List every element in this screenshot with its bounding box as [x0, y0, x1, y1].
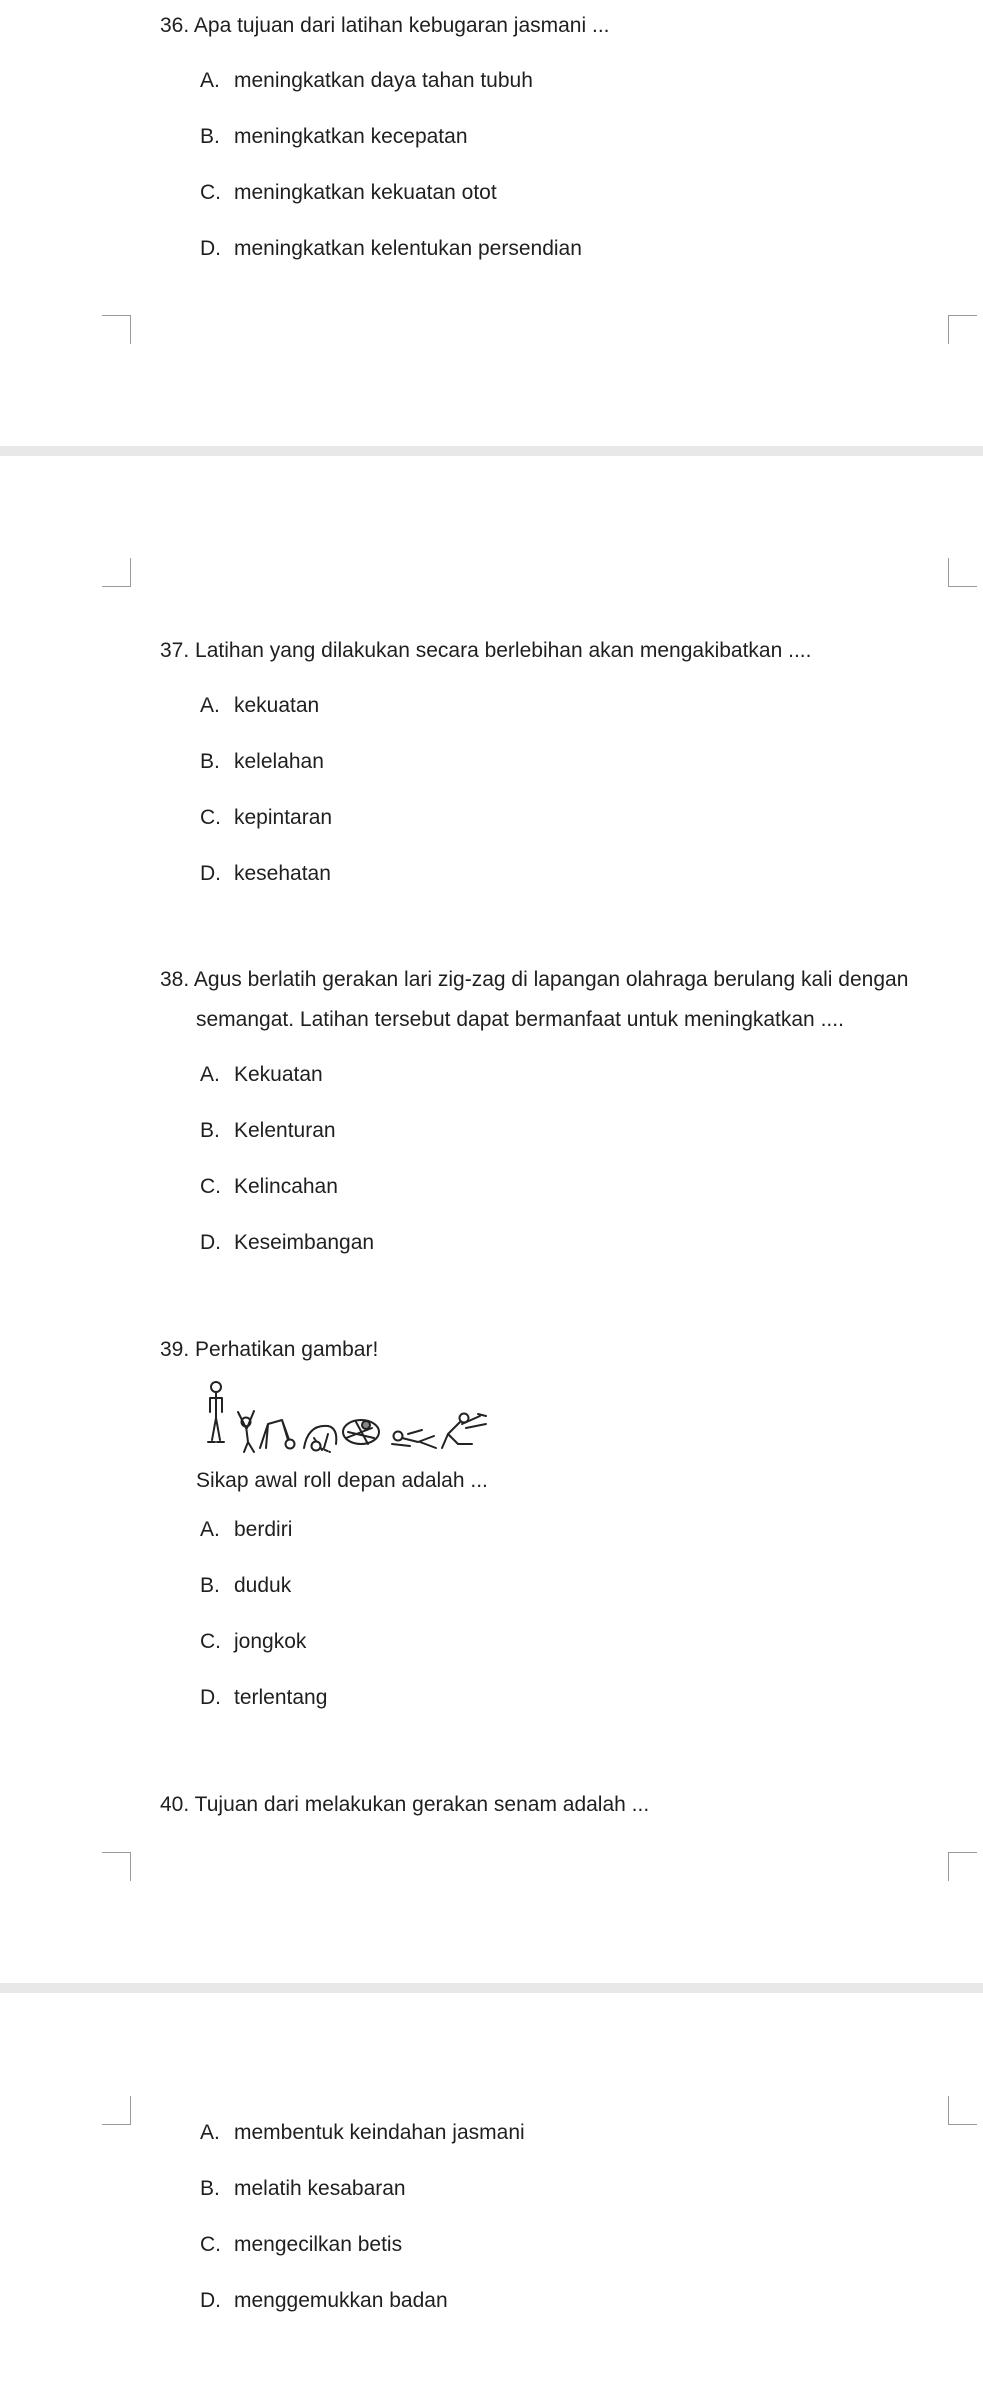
figure-standing-icon — [208, 1382, 224, 1442]
option-39-a: A. berdiri — [200, 1518, 293, 1541]
question-36 — [160, 12, 610, 40]
page-corner-mark — [948, 2096, 977, 2125]
page-corner-mark — [102, 315, 131, 344]
page-corner-mark — [948, 1852, 977, 1881]
question-number: 36. — [160, 14, 190, 37]
figure-caption: Sikap awal roll depan adalah ... — [196, 1469, 488, 1492]
question-text: Apa tujuan dari latihan kebugaran jasmani ... — [193, 14, 610, 37]
option-38-d: D. Keseimbangan — [200, 1231, 375, 1254]
page-break — [0, 446, 983, 456]
question-40 — [160, 1791, 649, 1819]
option-36-d: D. meningkatkan kelentukan persendian — [200, 237, 582, 260]
option-39-d: D. terlentang — [200, 1686, 328, 1709]
question-39 — [160, 1336, 378, 1364]
question-number: 40. — [160, 1793, 190, 1816]
page-corner-mark — [948, 315, 977, 344]
page-corner-mark — [102, 558, 131, 587]
option-39-b: B. duduk — [200, 1574, 292, 1597]
question-38-line-2: semangat. Latihan tersebut dapat bermanfaat untuk meningkatkan .... — [196, 1008, 844, 1031]
option-37-a: A. kekuatan — [200, 694, 320, 717]
option-40-b: B. melatih kesabaran — [200, 2177, 406, 2200]
option-37-c: C. kepintaran — [200, 806, 333, 829]
page-corner-mark — [102, 1852, 131, 1881]
question-text-line-1: Agus berlatih gerakan lari zig-zag di lapangan olahraga berulang kali dengan — [193, 968, 909, 991]
option-40-c: C. mengecilkan betis — [200, 2233, 403, 2256]
option-36-c: C. meningkatkan kekuatan otot — [200, 181, 497, 204]
question-number: 39. — [160, 1338, 190, 1361]
figure-tuck-icon — [304, 1426, 336, 1452]
question-number: 38. — [160, 968, 190, 991]
option-38-a: A. Kekuatan — [200, 1063, 323, 1086]
page-break — [0, 1983, 983, 1993]
page-corner-mark — [948, 558, 977, 587]
option-40-a: A. membentuk keindahan jasmani — [200, 2121, 525, 2144]
forward-roll-sequence-icon — [196, 1378, 496, 1460]
figure-sitting-icon — [392, 1430, 436, 1448]
option-37-d: D. kesehatan — [200, 862, 331, 885]
page-corner-mark — [102, 2096, 131, 2125]
question-text: Perhatikan gambar! — [195, 1338, 379, 1361]
question-38 — [160, 966, 908, 994]
figure-rising-icon — [442, 1414, 486, 1449]
figure-rolling-icon — [343, 1420, 379, 1444]
question-text: Latihan yang dilakukan secara berlebihan akan mengakibatkan .... — [195, 639, 812, 662]
option-36-a: A. meningkatkan daya tahan tubuh — [200, 69, 533, 92]
option-40-d: D. menggemukkan badan — [200, 2289, 448, 2312]
figure-bending-icon — [260, 1420, 295, 1449]
question-number: 37. — [160, 639, 190, 662]
option-38-c: C. Kelincahan — [200, 1175, 338, 1198]
option-36-b: B. meningkatkan kecepatan — [200, 125, 468, 148]
option-37-b: B. kelelahan — [200, 750, 324, 773]
question-text: Tujuan dari melakukan gerakan senam adalah ... — [194, 1793, 650, 1816]
question-37 — [160, 637, 811, 665]
option-39-c: C. jongkok — [200, 1630, 307, 1653]
figure-arms-up-icon — [238, 1411, 254, 1452]
option-38-b: B. Kelenturan — [200, 1119, 336, 1142]
